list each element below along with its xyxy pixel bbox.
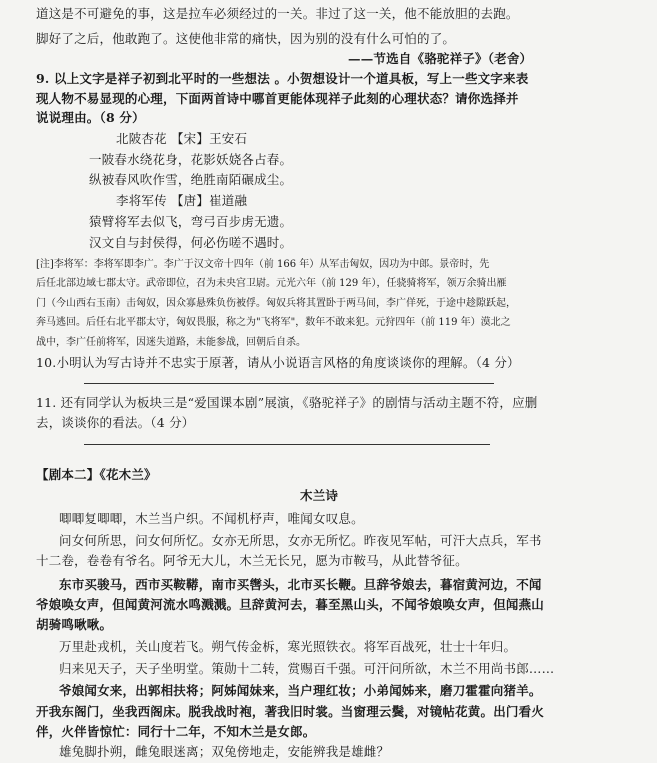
poem-line: 胡骑鸣啾啾。 <box>36 617 113 632</box>
poem-title: 木兰诗 <box>300 488 339 503</box>
q9-line-2: 现人物不易显现的心理，下面两首诗中哪首更能体现祥子此刻的心理状态？请你选择并 <box>36 91 519 106</box>
poem-line: 雄兔脚扑朔，雌兔眼迷离；双兔傍地走，安能辨我是雄雌？ <box>59 744 390 759</box>
q9-line-3: 说说理由。（8 分） <box>36 110 145 125</box>
note-line-3: 门（今山西右玉南）击匈奴，因众寡悬殊负伤被俘。匈奴兵将其置卧于两马间，李广佯死，于途中趁隙跃起， <box>36 298 516 309</box>
note-line-5: 战中，李广任前将军，因迷失道路，未能参战，回朝后自杀。 <box>36 337 306 348</box>
poem-line: 东市买骏马，西市买鞍鞯，南市买辔头，北市买长鞭。旦辞爷娘去，暮宿黄河边，不闻 <box>59 577 542 592</box>
q10-answer-line <box>84 383 494 384</box>
note-line-1: [注]李将军：李将军即李广。李广于汉文帝十四年（前 166 年）从军击匈奴，因功为中郎。景帝时，先 <box>36 259 490 270</box>
passage-source: ——节选自《骆驼祥子》（老舍） <box>348 51 533 66</box>
poem-line: 问女何所思，问女何所忆。女亦无所思，女亦无所忆。昨夜见军帖，可汗大点兵，军书 <box>59 533 542 548</box>
q11-line-1: 11. 还有同学认为板块三是“爱国课本剧”展演，《骆驼祥子》的剧情与活动主题不符，应删 <box>36 395 538 410</box>
poem2-line-2: 汉文自与封侯得，何必伤嗟不遇时。 <box>89 235 293 250</box>
q11-line-2: 去，谈谈你的看法。（4 分） <box>36 415 195 430</box>
poem-line: 归来见天子，天子坐明堂。策勋十二转，赏赐百千强。可汗问所欲，木兰不用尚书郎…… <box>59 661 555 676</box>
poem2-line-1: 猿臂将军去似飞，弯弓百步虏无遗。 <box>89 214 293 229</box>
poem-line: 十二卷，卷卷有爷名。阿爷无大儿，木兰无长兄，愿为市鞍马，从此替爷征。 <box>36 553 468 568</box>
passage-line-1: 道这是不可避免的事，这是拉车必须经过的一关。非过了这一关，他不能放胆的去跑。 <box>36 6 519 21</box>
passage-line-2: 脚好了之后，他敢跑了。这使他非常的痛快，因为别的没有什么可怕的了。 <box>36 31 456 46</box>
poem-line: 爷娘闻女来，出郭相扶将；阿姊闻妹来，当户理红妆；小弟闻姊来，磨刀霍霍向猪羊。 <box>59 683 542 698</box>
note-line-2: 后任北部边域七郡太守。武帝即位，召为未央宫卫尉。元光六年（前 129 年），任骁骑将军，领万余骑出雁 <box>36 278 507 289</box>
poem1-line-1: 一陂春水绕花身，花影妖娆各占春。 <box>89 152 293 167</box>
poem-line: 万里赴戎机，关山度若飞。朔气传金柝，寒光照铁衣。将军百战死，壮士十年归。 <box>59 639 517 654</box>
note-line-4: 奔马逃回。后任右北平郡太守，匈奴畏服，称之为"飞将军"，数年不敢来犯。元狩四年（前 119 年）漠北之 <box>36 317 511 328</box>
q11-answer-line <box>84 444 490 445</box>
poem-line: 爷娘唤女声，但闻黄河流水鸣溅溅。旦辞黄河去，暮至黑山头，不闻爷娘唤女声，但闻燕山 <box>36 597 545 612</box>
q9-line-1: 9. 以上文字是祥子初到北平时的一些想法 。小贺想设计一个道具板，写上一些文字来表 <box>36 71 529 86</box>
poem2-title: 李将军传 【唐】崔道融 <box>116 193 248 208</box>
poem-line: 开我东阁门，坐我西阁床。脱我战时袍，著我旧时裳。当窗理云鬓，对镜帖花黄。出门看火 <box>36 704 545 719</box>
poem-line: 唧唧复唧唧，木兰当户织。不闻机杼声，唯闻女叹息。 <box>59 511 364 526</box>
poem1-line-2: 纵被春风吹作雪，绝胜南陌碾成尘。 <box>89 172 293 187</box>
poem-line: 伴，火伴皆惊忙：同行十二年，不知木兰是女郎。 <box>36 724 316 739</box>
poem1-title: 北陂杏花 【宋】王安石 <box>116 131 248 146</box>
q10-text: 10.小明认为写古诗并不忠实于原著，请从小说语言风格的角度谈谈你的理解。（4 分） <box>36 355 520 370</box>
script2-heading: 【剧本二】《花木兰》 <box>36 467 157 482</box>
